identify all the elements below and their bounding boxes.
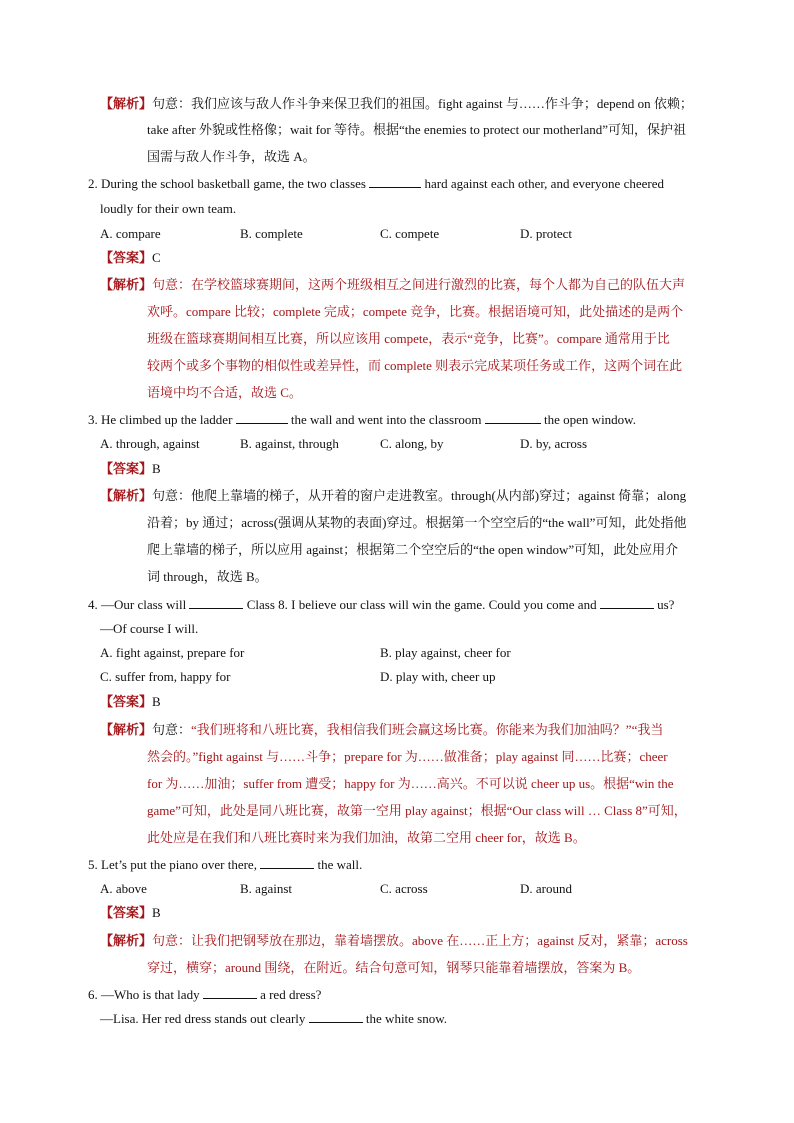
analysis-q2-line1: 【解析】句意：在学校篮球赛期间，这两个班级相互之间进行激烈的比赛，每个人都为自己的队伍大声: [100, 277, 686, 292]
analysis-q1-line2: take after 外貌或性格像；wait for 等待。根据“the enemies to protect our motherland”可知，保护祖: [147, 122, 687, 137]
q5-option-b: B. against: [240, 881, 292, 896]
analysis-q2-line2: 欢呼。compare 比较；complete 完成；compete 竞争，比赛。根据语境可知，此处描述的是两个: [147, 304, 684, 319]
question-4-line1: 4. —Our class will Class 8. I believe our class will win the game. Could you come and us?: [88, 597, 675, 612]
q2-answer: 【答案】C: [100, 250, 161, 265]
question-2-line2: loudly for their own team.: [100, 201, 237, 216]
q2-option-a: A. compare: [100, 226, 161, 241]
q3-answer: 【答案】B: [100, 461, 161, 476]
analysis-q4-line3: for 为……加油；suffer from 遭受；happy for 为……高兴。不可以说 cheer up us。根据“win the: [147, 776, 674, 791]
q3-option-c: C. along, by: [380, 436, 444, 451]
question-5-line1: 5. Let’s put the piano over there, the wall.: [88, 857, 363, 872]
analysis-q2-line4: 较两个或多个事物的相似性或差异性，而 complete 则表示完成某项任务或工作，这两个词在此: [147, 358, 683, 373]
analysis-q2-line3: 班级在篮球赛期间相互比赛，所以应该用 compete，表示“竞争，比赛”。compare 通常用于比: [147, 331, 670, 346]
q4-option-c: C. suffer from, happy for: [100, 669, 231, 684]
analysis-q3-line2: 沿着；by 通过；across(强调从某物的表面)穿过。根据第一个空空后的“the wall”可知，此处指他: [147, 515, 687, 530]
analysis-q1-line3: 国需与敌人作斗争，故选 A。: [147, 149, 316, 164]
q5-option-a: A. above: [100, 881, 147, 896]
analysis-q5-line2: 穿过，横穿；around 围绕，在附近。结合句意可知，钢琴只能靠着墙摆放，答案为 B。: [147, 960, 641, 975]
question-4-line2: —Of course I will.: [100, 621, 199, 636]
q4-answer: 【答案】B: [100, 694, 161, 709]
q3-option-d: D. by, across: [520, 436, 588, 451]
analysis-q4-line2: 然会的。”fight against 与……斗争；prepare for 为……做准备；play against 同……比赛；cheer: [147, 749, 668, 764]
q3-option-b: B. against, through: [240, 436, 339, 451]
analysis-q4-line4: game”可知，此处是同八班比赛，故第一空用 play against；根据“Our class will … Class 8”可知，: [147, 803, 687, 818]
question-6-line2: —Lisa. Her red dress stands out clearly the white snow.: [100, 1011, 448, 1026]
analysis-q4-line1: 【解析】句意：“我们班将和八班比赛，我相信我们班会赢这场比赛。你能来为我们加油吗？”“我当: [100, 722, 664, 737]
analysis-q2-line5: 语境中均不合适，故选 C。: [147, 385, 302, 400]
q5-option-d: D. around: [520, 881, 572, 896]
q4-option-b: B. play against, cheer for: [380, 645, 511, 660]
q2-option-c: C. compete: [380, 226, 440, 241]
analysis-q1-line1: 【解析】句意：我们应该与敌人作斗争来保卫我们的祖国。fight against 与……作斗争；depend on 依赖；: [100, 96, 693, 111]
analysis-q4-line5: 此处应是在我们和八班比赛时来为我们加油，故第二空用 cheer for，故选 B。: [147, 830, 586, 845]
analysis-q5-line1: 【解析】句意：让我们把钢琴放在那边，靠着墙摆放。above 在……正上方；against 反对，紧靠；across: [100, 933, 688, 948]
q2-option-b: B. complete: [240, 226, 303, 241]
q3-option-a: A. through, against: [100, 436, 200, 451]
analysis-q3-line1: 【解析】句意：他爬上靠墙的梯子，从开着的窗户走进教室。through(从内部)穿过；against 倚靠；along: [100, 488, 687, 503]
question-3-line1: 3. He climbed up the ladder the wall and went into the classroom the open window.: [88, 412, 636, 427]
analysis-q3-line3: 爬上靠墙的梯子，所以应用 against；根据第二个空空后的“the open window”可知，此处应用介: [147, 542, 679, 557]
analysis-q3-line4: 词 through，故选 B。: [147, 569, 268, 584]
question-6-line1: 6. —Who is that lady a red dress?: [88, 987, 322, 1002]
q4-option-d: D. play with, cheer up: [380, 669, 496, 684]
q5-answer: 【答案】B: [100, 905, 161, 920]
question-2-line1: 2. During the school basketball game, the two classes hard against each other, and everyone cheered: [88, 176, 664, 191]
q4-option-a: A. fight against, prepare for: [100, 645, 245, 660]
q2-option-d: D. protect: [520, 226, 572, 241]
q5-option-c: C. across: [380, 881, 428, 896]
